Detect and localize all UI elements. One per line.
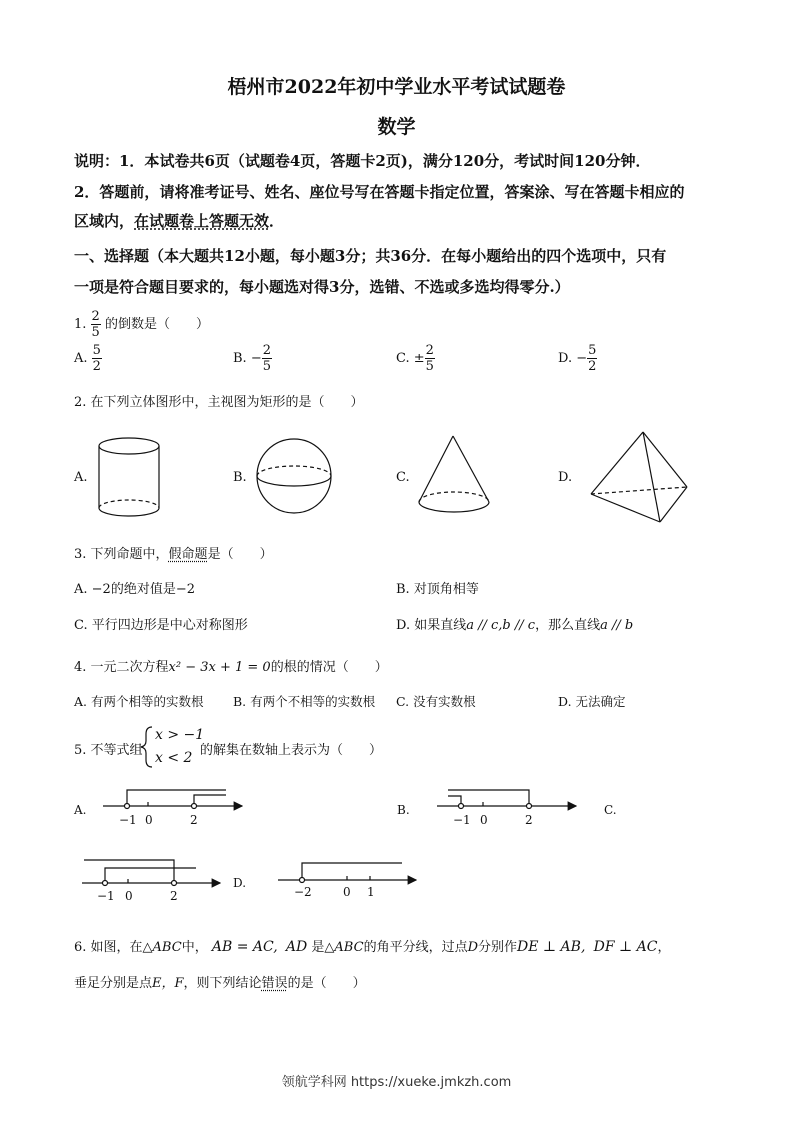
tick-label-neg1: −1 xyxy=(453,813,471,827)
question-3: 3. 下列命题中，假命题是（ ） xyxy=(74,547,273,562)
q4-option-b[interactable]: B. 有两个不相等的实数根 xyxy=(233,694,376,709)
exam-title: 梧州市2022年初中学业水平考试试题卷 xyxy=(227,76,566,98)
q4-option-c[interactable]: C. 没有实数根 xyxy=(396,694,476,709)
section-heading-line-1: 一、选择题（本大题共12小题，每小题3分；共36分．在每小题给出的四个选项中，只有 xyxy=(74,247,667,265)
section-heading-line-2: 一项是符合题目要求的，每小题选对得3分，选错、不选或多选均得零分.） xyxy=(74,278,570,296)
wrong-emphasis: 错误 xyxy=(261,976,288,991)
false-proposition-emphasis: 假命题 xyxy=(168,547,208,562)
tick-label-neg1: −1 xyxy=(97,889,115,903)
subject-title: 数学 xyxy=(377,116,416,138)
q5-option-c-label[interactable]: C. xyxy=(604,803,617,817)
question-6-line-1: 6. 如图，在△ABC中， AB = AC, AD 是△ABC的角平分线，过点D分别作DE ⊥ AB, DF ⊥ AC， xyxy=(74,939,671,955)
q4-option-d[interactable]: D. 无法确定 xyxy=(558,694,626,709)
tick-label-neg1: −1 xyxy=(119,813,137,827)
instruction-line-3: 区域内，在试题卷上答题无效． xyxy=(74,212,285,230)
tick-label-neg2: −2 xyxy=(294,885,312,899)
q2-option-d-label[interactable]: D. xyxy=(558,470,573,485)
tick-label-0: 0 xyxy=(145,813,153,827)
footer-watermark: 领航学科网 https://xueke.jmkzh.com xyxy=(281,1075,512,1090)
no-answer-on-paper-emphasis: 在试题卷上答题无效 xyxy=(134,212,270,230)
q3-option-b[interactable]: B. 对顶角相等 xyxy=(396,582,479,597)
question-5-text: 的解集在数轴上表示为（ ） xyxy=(200,743,383,758)
q3-option-c[interactable]: C. 平行四边形是中心对称图形 xyxy=(74,618,248,633)
number-line-b xyxy=(437,790,576,809)
question-5-prefix: 5. 不等式组 xyxy=(74,743,143,758)
q2-option-c-label[interactable]: C. xyxy=(396,470,410,485)
tick-label-0: 0 xyxy=(480,813,488,827)
q1-option-b[interactable]: B. − $\frac{2}{5}$ xyxy=(233,343,272,374)
tick-label-2: 2 xyxy=(170,889,178,903)
instruction-line-2: 2．答题前，请将准考证号、姓名、座位号写在答题卡指定位置，答案涂、写在答题卡相应的 xyxy=(74,183,685,201)
question-4: 4. 一元二次方程x² − 3x + 1 = 0的根的情况（ ） xyxy=(74,660,388,675)
tick-label-0: 0 xyxy=(343,885,351,899)
quadratic-equation: x² − 3x + 1 = 0 xyxy=(168,660,271,675)
tick-label-2: 2 xyxy=(190,813,198,827)
number-line-c xyxy=(82,860,220,886)
question-2: 2. 在下列立体图形中，主视图为矩形的是（ ） xyxy=(74,395,364,410)
q5-option-d-label[interactable]: D. xyxy=(233,876,247,890)
inequality-2: x < 2 xyxy=(155,750,193,766)
fraction-two-fifths: $\frac{2}{5}$ xyxy=(91,309,100,340)
number-line-a xyxy=(103,790,242,809)
q1-option-a[interactable]: A. $\frac{5}{2}$ xyxy=(74,343,101,374)
question-6-line-2: 垂足分别是点E，F，则下列结论错误的是（ ） xyxy=(74,976,366,991)
q4-option-a[interactable]: A. 有两个相等的实数根 xyxy=(74,694,204,709)
instruction-line-1: 说明：1．本试卷共6页（试题卷4页，答题卡2页)，满分120分，考试时间120分钟． xyxy=(74,152,651,170)
tick-label-1: 1 xyxy=(367,885,375,899)
q3-option-d[interactable]: D. 如果直线a // c,b // c，那么直线a // b xyxy=(396,618,634,633)
q5-option-a-label[interactable]: A. xyxy=(74,803,87,817)
q2-option-a-label[interactable]: A. xyxy=(74,470,88,485)
inequality-1: x > −1 xyxy=(155,727,205,743)
q1-option-c[interactable]: C. ± $\frac{2}{5}$ xyxy=(396,343,434,374)
tick-label-2: 2 xyxy=(525,813,533,827)
tick-label-0: 0 xyxy=(125,889,133,903)
q5-option-b-label[interactable]: B. xyxy=(397,803,410,817)
q2-option-b-label[interactable]: B. xyxy=(233,470,247,485)
q3-option-a[interactable]: A. −2的绝对值是−2 xyxy=(74,582,195,597)
q1-option-d[interactable]: D. − $\frac{5}{2}$ xyxy=(558,343,597,374)
question-1: 1. $\frac{2}{5}$ 的倒数是（ ） xyxy=(74,309,209,340)
number-line-d xyxy=(278,863,416,883)
